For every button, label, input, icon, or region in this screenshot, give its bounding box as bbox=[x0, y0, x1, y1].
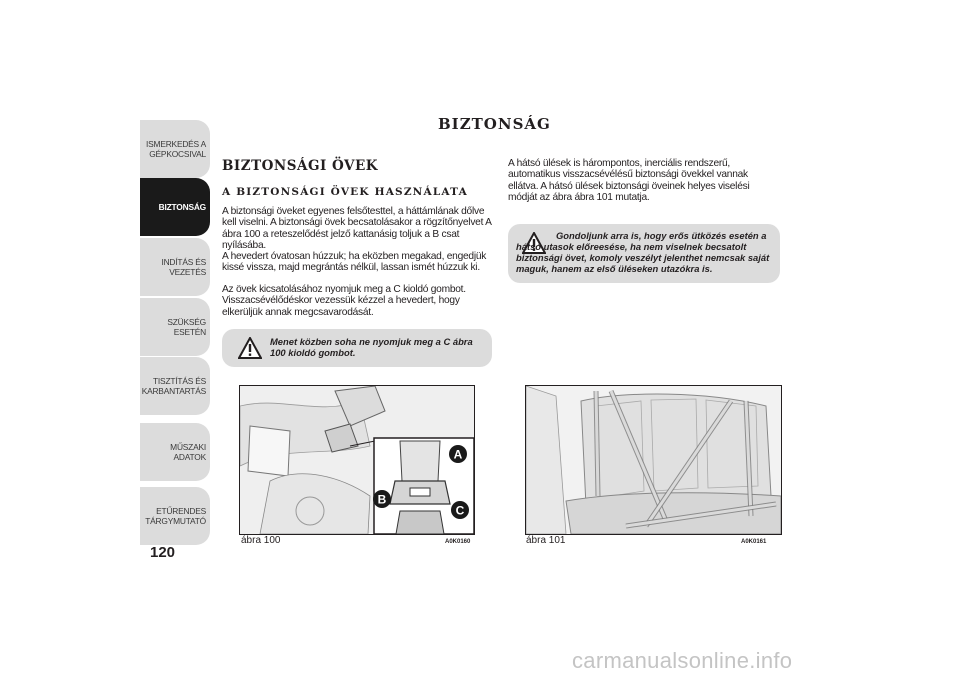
sidebar-tab-tisztitas[interactable]: TISZTÍTÁS ÉS KARBANTARTÁS bbox=[140, 357, 210, 415]
label-a: A bbox=[453, 447, 463, 462]
figure-101-caption: ábra 101 bbox=[526, 535, 566, 546]
left-paragraph-1: A biztonsági öveket egyenes felsőtesttel, a háttámlának dőlve kell viselni. A biztonsági övek becsatolásakor a rögzítőnyelvet A ábra 100 a reteszelődést jelző kattanásig toljuk a B csat nyílásába. bbox=[222, 206, 492, 252]
left-warning-box bbox=[222, 329, 492, 367]
seatbelt-buckle-illustration bbox=[240, 386, 474, 534]
watermark: carmanualsonline.info bbox=[572, 648, 793, 673]
right-warning-text: Gondoljunk arra is, hogy erős ütközés esetén a hátsó utasok előreesése, ha nem viselnek becsatolt biztonsági övet, komoly veszélyt jelenthet nemcsak saját maguk, hanem az első üléseken utazókra is. bbox=[516, 230, 770, 274]
sidebar-tab-muszaki[interactable]: MŰSZAKI ADATOK bbox=[140, 423, 210, 481]
label-c: C bbox=[455, 503, 465, 518]
figure-100-caption: ábra 100 bbox=[241, 535, 281, 546]
subsection-heading: A BIZTONSÁGI ÖVEK HASZNÁLATA bbox=[222, 186, 468, 198]
sidebar-tab-biztonsag[interactable]: BIZTONSÁG bbox=[140, 178, 210, 236]
figure-100-seatbelt-buckle bbox=[239, 385, 475, 535]
rear-seat-illustration bbox=[526, 386, 781, 534]
figure-101-rear-seatbelts bbox=[525, 385, 782, 535]
left-paragraph-2: A hevedert óvatosan húzzuk; ha eközben megakad, engedjük kissé vissza, majd megrántás nélkül, lassan ismét húzzuk ki. bbox=[222, 251, 487, 274]
right-warning-box bbox=[508, 224, 780, 283]
label-b: B bbox=[377, 492, 387, 507]
figure-100-code: A0K0160 bbox=[445, 539, 471, 545]
warning-triangle-icon bbox=[238, 337, 262, 359]
page-number: 120 bbox=[150, 544, 176, 561]
figure-101-code: A0K0161 bbox=[741, 539, 767, 545]
section-heading: BIZTONSÁGI ÖVEK bbox=[222, 158, 379, 174]
left-paragraph-3: Az övek kicsatolásához nyomjuk meg a C kioldó gombot. Visszacsévélődéskor vezessük kézzel a hevedert, hogy elkerüljük annak megcsavarodását. bbox=[222, 284, 466, 318]
sidebar-tab-ismerkedes[interactable]: ISMERKEDÉS A GÉPKOCSIVAL bbox=[140, 120, 210, 178]
sidebar-tab-inditas[interactable]: INDÍTÁS ÉS VEZETÉS bbox=[140, 238, 210, 296]
left-warning-text: Menet közben soha ne nyomjuk meg a C ábra 100 kioldó gombot. bbox=[270, 336, 473, 358]
right-paragraph: A hátsó ülések is hárompontos, inerciális rendszerű, automatikus visszacsévélésű biztonsági övekkel vannak ellátva. A hátsó ülések biztonsági öveinek helyes viselési módját az ábra ábra 101 mutatja. bbox=[508, 158, 750, 204]
page-title: BIZTONSÁG bbox=[438, 115, 551, 133]
sidebar-tab-targymutato[interactable]: ETŰRENDES TÁRGYMUTATÓ bbox=[140, 487, 210, 545]
sidebar-tab-szukseg[interactable]: SZÜKSÉG ESETÉN bbox=[140, 298, 210, 356]
